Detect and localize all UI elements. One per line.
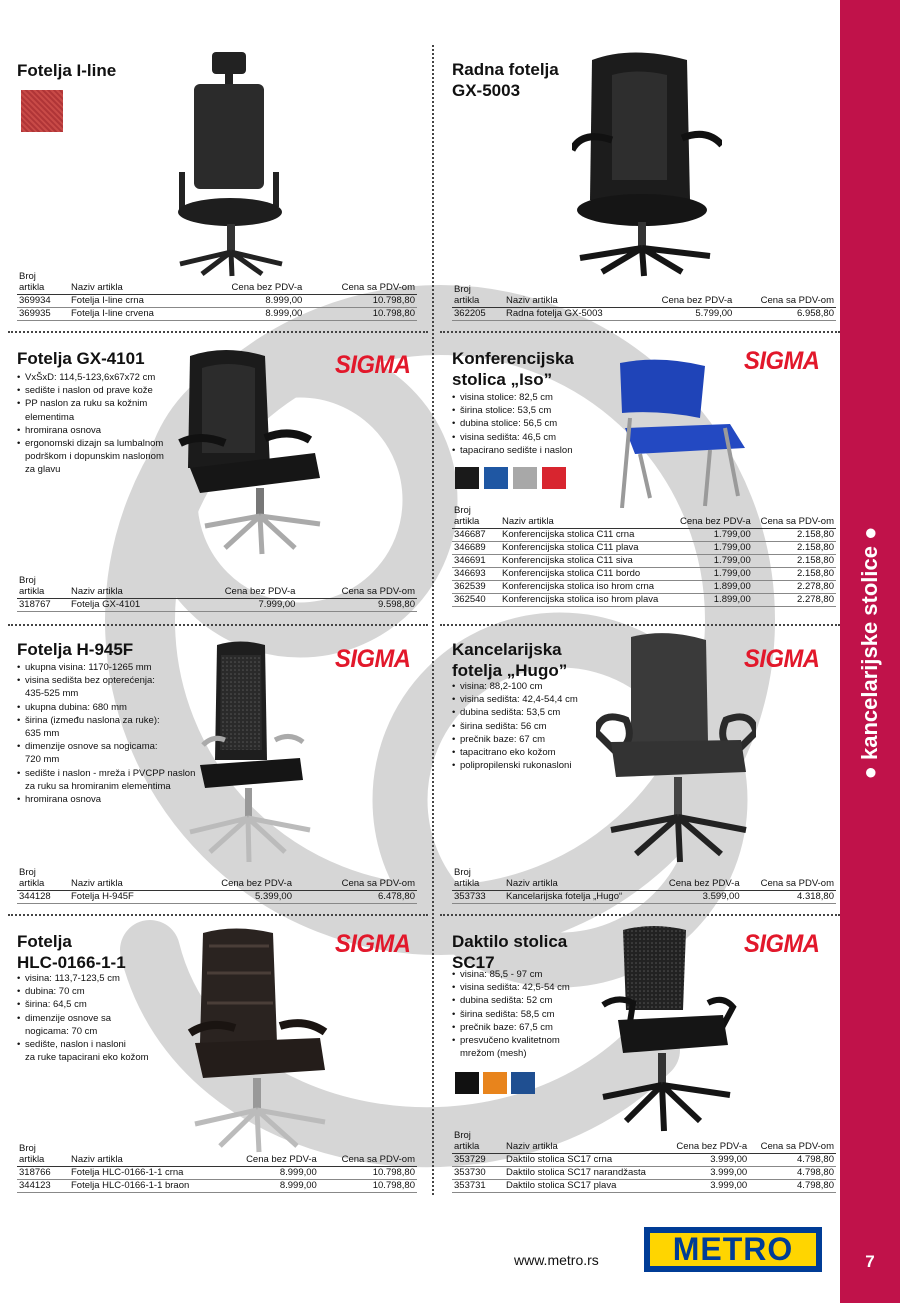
spec-item: • dimenzije osnove sa xyxy=(17,1012,187,1025)
product-table: Broj artikla Naziv artikla Cena bez PDV-a Cena sa PDV-om 353729 Daktilo stolica SC17 crna 3.999,00 4.798,80 353730 Daktilo stolica SC17 narandžasta 3.999,00 4.798,80 353731 Daktilo stolica SC17 plava 3.999,00 4.798,80 xyxy=(454,1130,834,1191)
spec-item: • širina stolice: 53,5 cm xyxy=(452,404,612,417)
table-row: 362205 Radna fotelja GX-5003 5.799,00 6.958,80 xyxy=(454,308,834,319)
spec-list xyxy=(452,391,612,457)
spec-item: podrškom i dopunskim naslonom xyxy=(25,451,164,463)
color-swatch-black xyxy=(455,467,479,489)
product-table: Broj artikla Naziv artikla Cena bez PDV-a Cena sa PDV-om 353733 Kancelarijska fotelja „Hugo“ 3.599,00 4.318,80 xyxy=(454,867,834,902)
spec-item: za glavu xyxy=(25,464,61,476)
table-row: 344123 Fotelja HLC-0166-1-1 braon 8.999,00 10.798,80 xyxy=(19,1180,415,1191)
sigma-logo: SIGMA xyxy=(334,351,411,379)
table-row: 353730 Daktilo stolica SC17 narandžasta 3.999,00 4.798,80 xyxy=(454,1167,834,1178)
table-row: 318767 Fotelja GX-4101 7.999,00 9.598,80 xyxy=(19,599,415,610)
color-swatch-red xyxy=(542,467,566,489)
spec-item: • visina sedišta: 42,4-54,4 cm xyxy=(452,693,612,706)
spec-item: za ruku sa hromiranim elementima xyxy=(25,780,171,792)
spec-item: • sedište, naslon i nasloni xyxy=(17,1038,187,1051)
table-row: 318766 Fotelja HLC-0166-1-1 crna 8.999,00 10.798,80 xyxy=(19,1167,415,1178)
product-table: Broj artikla Naziv artikla Cena bez PDV-a Cena sa PDV-om 318767 Fotelja GX-4101 7.999,00 9.598,80 xyxy=(19,575,415,610)
spec-list xyxy=(17,972,187,1064)
chair-image-h-945f xyxy=(185,640,315,865)
spec-item: 720 mm xyxy=(25,754,60,766)
spec-item: • dubina: 70 cm xyxy=(17,985,187,998)
product-table: Broj artikla Naziv artikla Cena bez PDV-a Cena sa PDV-om 369934 Fotelja I-line crna 8.999,00 10.798,80 369935 Fotelja I-line crvena 8.999,00 10.798,80 xyxy=(19,271,415,319)
sigma-logo: SIGMA xyxy=(743,347,820,375)
spec-item: mrežom (mesh) xyxy=(460,1048,527,1060)
product-table: Broj artikla Naziv artikla Cena bez PDV-a Cena sa PDV-om 344128 Fotelja H-945F 5.399,00 6.478,80 xyxy=(19,867,415,902)
sigma-logo: SIGMA xyxy=(743,645,820,673)
chair-image-sc17 xyxy=(598,925,738,1135)
product-title: Fotelja GX-4101 xyxy=(17,349,145,368)
spec-item: • širina sedišta: 58,5 cm xyxy=(452,1008,612,1021)
spec-item: • polipropilenski rukonasloni xyxy=(452,759,612,772)
website-url[interactable]: www.metro.rs xyxy=(514,1252,599,1268)
color-swatch-grey xyxy=(513,467,537,489)
spec-item: • širina (između naslona za ruke): xyxy=(17,714,227,727)
product-title: Fotelja H-945F xyxy=(17,640,134,659)
spec-item: nogicama: 70 cm xyxy=(25,1025,98,1037)
spec-item: • dubina sedišta: 53,5 cm xyxy=(452,706,612,719)
product-title: Fotelja HLC-0166-1-1 xyxy=(17,932,126,972)
table-row: 362539 Konferencijska stolica iso hrom crna 1.899,00 2.278,80 xyxy=(454,581,834,592)
horizontal-divider xyxy=(440,914,840,916)
category-label: ● kancelarijske stolice ● xyxy=(857,526,882,780)
product-title: Radna fotelja GX-5003 xyxy=(452,60,559,100)
vertical-divider xyxy=(432,45,434,1195)
table-row: 362540 Konferencijska stolica iso hrom plava 1.899,00 2.278,80 xyxy=(454,594,834,605)
spec-item: • visina sedišta bez opterećenja: xyxy=(17,674,227,687)
spec-item: • ukupna dubina: 680 mm xyxy=(17,701,227,714)
horizontal-divider xyxy=(8,331,428,333)
spec-item: • širina: 64,5 cm xyxy=(17,998,187,1011)
table-row: 353731 Daktilo stolica SC17 plava 3.999,00 4.798,80 xyxy=(454,1180,834,1191)
spec-item: • visina stolice: 82,5 cm xyxy=(452,391,612,404)
sigma-logo: SIGMA xyxy=(743,930,820,958)
spec-item: • širina sedišta: 56 cm xyxy=(452,720,612,733)
table-row: 369934 Fotelja I-line crna 8.999,00 10.798,80 xyxy=(19,295,415,306)
spec-item: • presvučeno kvalitetnom xyxy=(452,1034,612,1047)
color-swatch-blue xyxy=(511,1072,535,1094)
spec-item: • visina sedišta: 42,5-54 cm xyxy=(452,981,612,994)
spec-item: • tapacitrano eko kožom xyxy=(452,746,612,759)
chair-image-hugo xyxy=(596,632,756,867)
sigma-logo: SIGMA xyxy=(334,930,411,958)
spec-item: • VxŠxD: 114,5-123,6x67x72 cm xyxy=(17,371,187,384)
spec-item: • sedište i naslon od prave kože xyxy=(17,384,187,397)
chair-image-gx-5003 xyxy=(572,50,722,280)
product-title: Konferencijska stolica „Iso” xyxy=(452,349,574,389)
horizontal-divider xyxy=(8,914,428,916)
metro-logo: METRO xyxy=(644,1227,822,1272)
horizontal-divider xyxy=(440,624,840,626)
spec-item: • dubina stolice: 56,5 cm xyxy=(452,417,612,430)
spec-item: • prečnik baze: 67,5 cm xyxy=(452,1021,612,1034)
table-row: 353733 Kancelarijska fotelja „Hugo“ 3.599,00 4.318,80 xyxy=(454,891,834,902)
spec-item: • visina: 113,7-123,5 cm xyxy=(17,972,187,985)
page-number: 7 xyxy=(865,1252,875,1271)
spec-item: • ukupna visina: 1170-1265 mm xyxy=(17,661,227,674)
spec-list xyxy=(17,371,187,477)
spec-item: • sedište i naslon - mreža i PVCPP naslon xyxy=(17,767,227,780)
product-table: Broj artikla Naziv artikla Cena bez PDV-a Cena sa PDV-om 362205 Radna fotelja GX-5003 5.799,00 6.958,80 xyxy=(454,284,834,319)
chair-image-hlc-0166 xyxy=(185,928,330,1153)
table-row: 369935 Fotelja I-line crvena 8.999,00 10.798,80 xyxy=(19,308,415,319)
category-sidebar xyxy=(840,0,900,1303)
product-table: Broj artikla Naziv artikla Cena bez PDV-a Cena sa PDV-om 346687 Konferencijska stolica C11 crna 1.799,00 2.158,80 346689 Konferencijska stolica C11 plava 1.799,00 2.158,80 346691 Konferencijska stolica C11 siva 1.799,00 2.158,80 346693 Konferencijska stolica C11 bordo 1.799,00 2.158,80 362539 Konferencijska stolica iso hrom crna 1.899,00 2.278,80 362540 Konferencijska stolica iso hrom plava 1.899,00 2.278,80 xyxy=(454,505,834,605)
spec-item: • dubina sedišta: 52 cm xyxy=(452,994,612,1007)
sigma-logo: SIGMA xyxy=(334,645,411,673)
spec-item: • hromirana osnova xyxy=(17,424,187,437)
spec-item: • hromirana osnova xyxy=(17,793,227,806)
product-title: Fotelja I-line xyxy=(17,61,117,80)
spec-item: • ergonomski dizajn sa lumbalnom xyxy=(17,437,187,450)
table-row: 346691 Konferencijska stolica C11 siva 1.799,00 2.158,80 xyxy=(454,555,834,566)
table-row: 344128 Fotelja H-945F 5.399,00 6.478,80 xyxy=(19,891,415,902)
color-swatch-black xyxy=(455,1072,479,1094)
chair-image-i-line xyxy=(172,52,292,277)
spec-item: 435-525 mm xyxy=(25,688,79,700)
spec-item: • visina sedišta: 46,5 cm xyxy=(452,431,612,444)
color-swatch-blue xyxy=(484,467,508,489)
spec-item: • visina: 85,5 - 97 cm xyxy=(452,968,612,981)
product-title: Kancelarijska fotelja „Hugo” xyxy=(452,640,568,680)
chair-image-iso xyxy=(610,358,750,508)
table-row: 353729 Daktilo stolica SC17 crna 3.999,00 4.798,80 xyxy=(454,1154,834,1165)
color-swatch-orange xyxy=(483,1072,507,1094)
product-title: Daktilo stolica SC17 xyxy=(452,932,568,972)
spec-item: • tapacirano sedište i naslon xyxy=(452,444,612,457)
fabric-swatch-red xyxy=(21,90,63,132)
spec-item: • prečnik baze: 67 cm xyxy=(452,733,612,746)
spec-item: 635 mm xyxy=(25,728,60,740)
spec-item: • PP naslon za ruku sa kožnim xyxy=(17,397,187,410)
product-table: Broj artikla Naziv artikla Cena bez PDV-a Cena sa PDV-om 318766 Fotelja HLC-0166-1-1 crna 8.999,00 10.798,80 344123 Fotelja HLC-0166-1-1 braon 8.999,00 10.798,80 xyxy=(19,1143,415,1191)
horizontal-divider xyxy=(8,624,428,626)
spec-item: za ruke tapacirani eko kožom xyxy=(25,1052,149,1064)
table-row: 346693 Konferencijska stolica C11 bordo 1.799,00 2.158,80 xyxy=(454,568,834,579)
spec-item: • visina: 88,2-100 cm xyxy=(452,680,612,693)
horizontal-divider xyxy=(440,331,840,333)
spec-list xyxy=(452,968,612,1060)
spec-item: • dimenzije osnove sa nogicama: xyxy=(17,740,227,753)
spec-list xyxy=(452,680,612,772)
spec-item: elementima xyxy=(25,411,75,423)
chair-image-gx-4101 xyxy=(170,348,330,558)
table-row: 346689 Konferencijska stolica C11 plava 1.799,00 2.158,80 xyxy=(454,542,834,553)
table-row: 346687 Konferencijska stolica C11 crna 1.799,00 2.158,80 xyxy=(454,529,834,540)
